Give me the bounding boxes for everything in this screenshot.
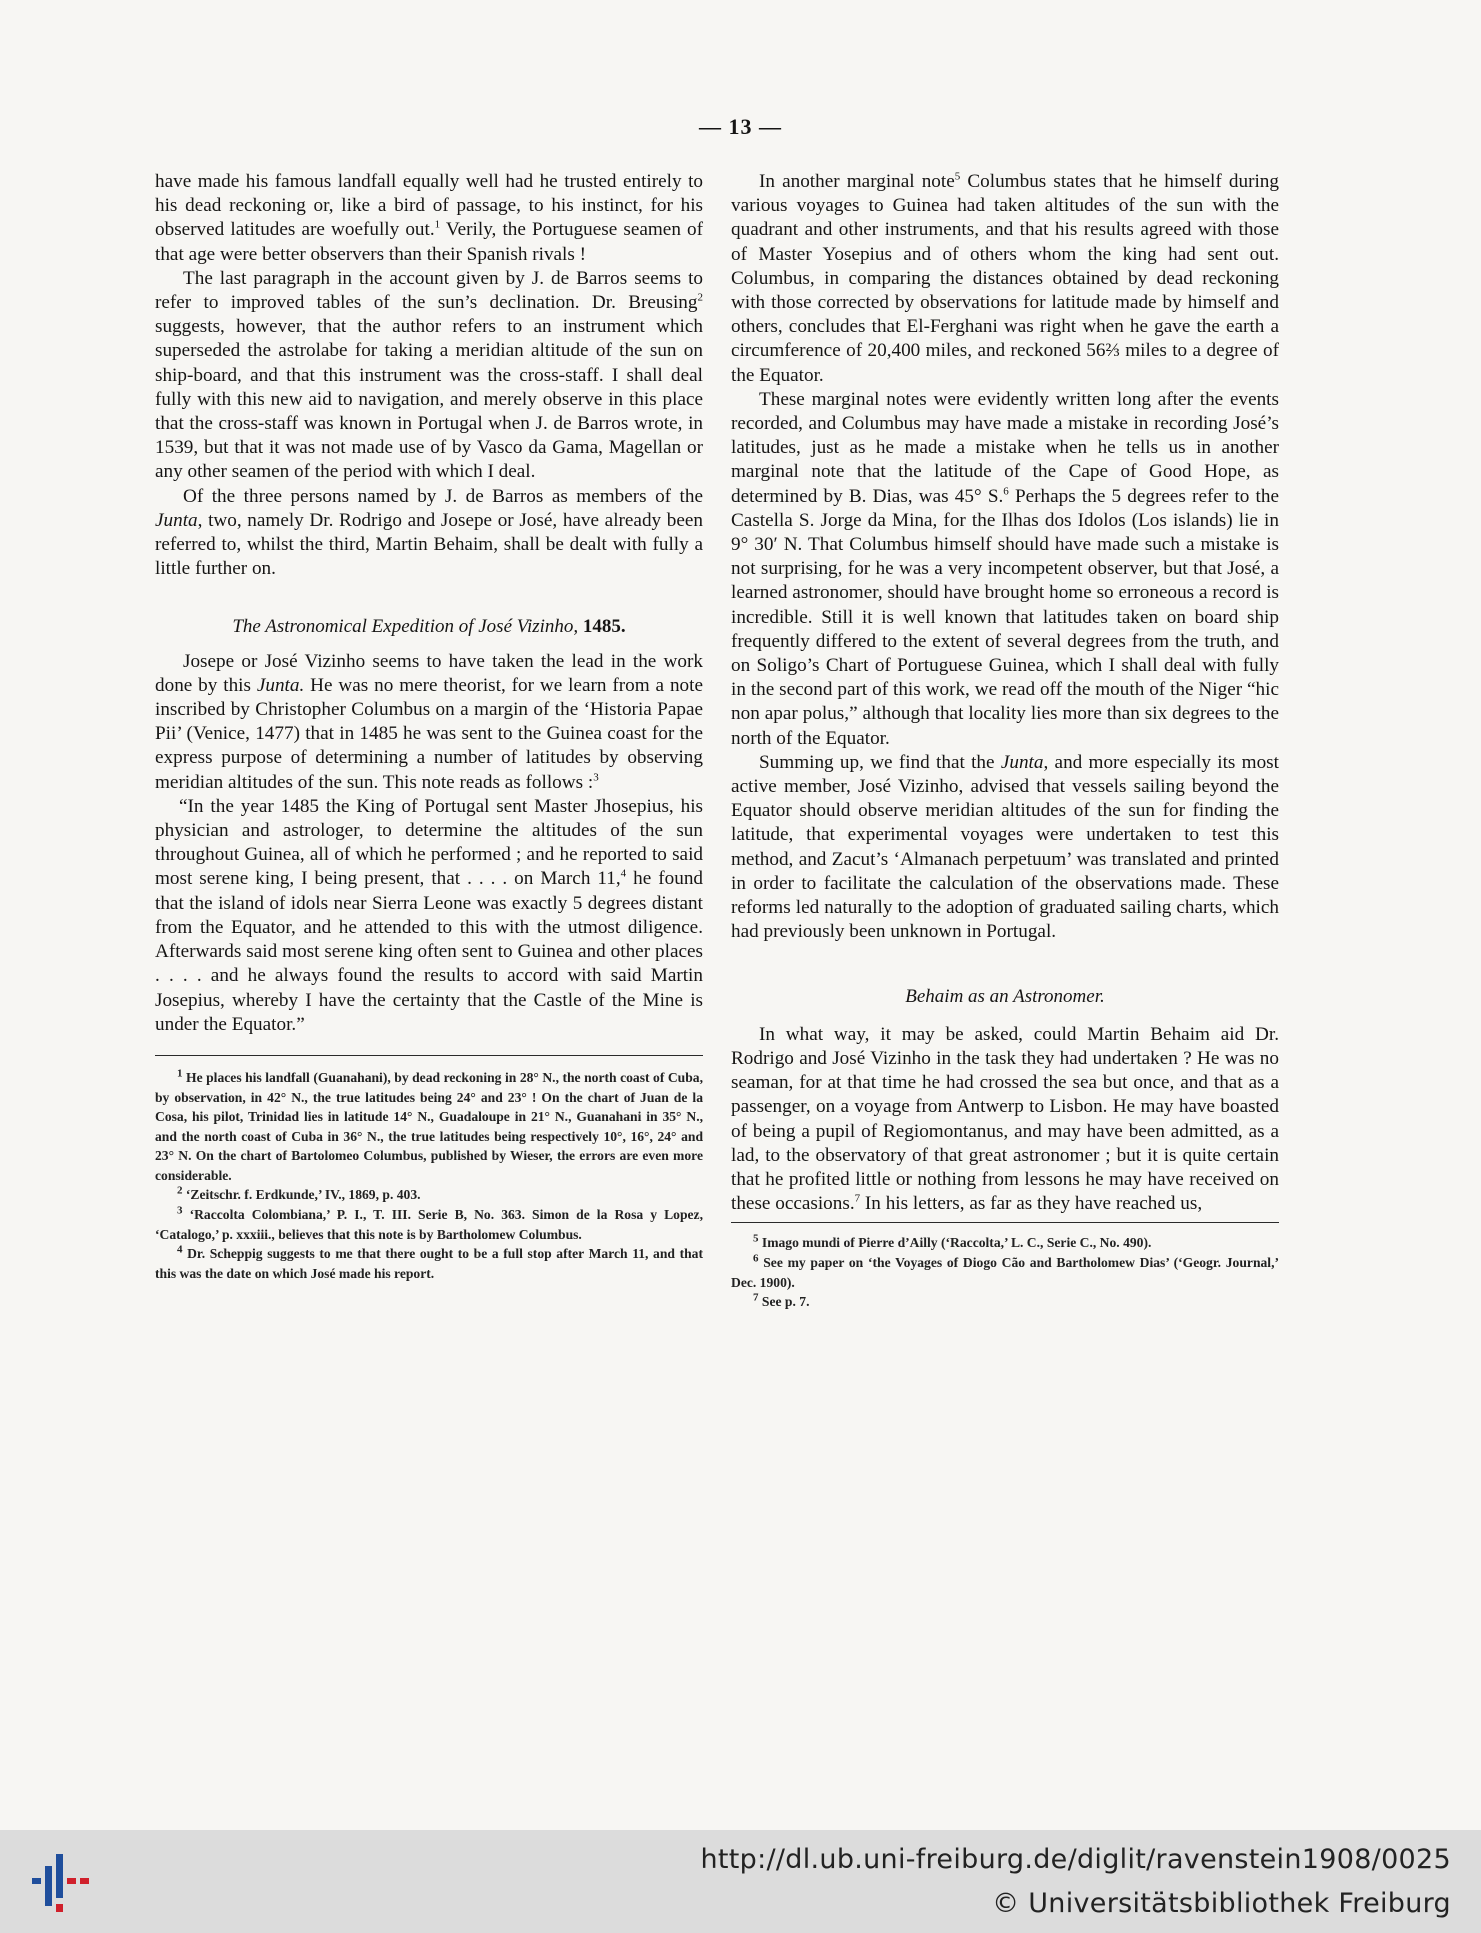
text-run-italic: Junta (155, 509, 198, 531)
footnote-divider (731, 1222, 1279, 1223)
text-run: Josepe or José Vizinho seems to have taken the lead in the work done by this (155, 650, 703, 696)
text-run-italic: Junta (1000, 751, 1044, 773)
left-paragraph-1 (155, 170, 703, 267)
left-quotation (155, 795, 703, 1037)
heading-text: The Astronomical Expedition of José Vizinho, (232, 616, 579, 638)
left-footnotes (155, 1068, 703, 1284)
right-paragraph-2 (731, 388, 1279, 751)
footnote-number: 3 (177, 1204, 183, 1217)
text-run: Columbus states that he himself during various voyages to Guinea had taken altitudes of the sun with the quadrant and other instruments, and that his results agreed with those of Master Yosepius and of others whom the king had sent out. Columbus, in comparing the distances obtained by dead reckoning with those corrected by observations for latitude made by himself and others, concludes that El-Ferghani was right when he gave the earth a circumference of 20,400 miles, and reckoned 56⅔ miles to a degree of the Equator. (731, 171, 1279, 386)
text-run: Verily, the Portuguese seamen of that age were better observers than their Spanish rivals ! (155, 219, 704, 265)
footnote-text: See my paper on ‘the Voyages of Diogo Cão and Bartholomew Dias’ (‘Geogr. Journal,’ Dec. 1900). (731, 1254, 1279, 1290)
text-run: The last paragraph in the account given by J. de Barros seems to refer to improved tables of the sun’s declination. Dr. Breusing (155, 267, 703, 314)
heading-year: 1485. (582, 616, 626, 638)
footnote-1 (155, 1068, 703, 1186)
footnote-divider (155, 1055, 703, 1056)
text-run: have made his famous landfall equally well had he trusted entirely to his dead reckoning or, like a bird of passage, to his instinct, for his observed latitudes are woefully out. (155, 171, 703, 241)
left-paragraph-4 (155, 650, 703, 795)
right-paragraph-1 (731, 170, 1279, 388)
text-run: he found that the island of idols near Sierra Leone was exactly 5 degrees distant from the Equator, and he attended to this with the utmost diligence. Afterwards said most serene king often sent to Guinea and other places . . . . and he always found the results to accord with said Martin Josepius, whereby I have the certainty that the Castle of the Mine is under the Equator.” (155, 868, 704, 1035)
copyright-notice: © Universitätsbibliothek Freiburg (992, 1888, 1451, 1919)
footnote-3 (155, 1205, 703, 1244)
right-footnotes (731, 1233, 1279, 1311)
text-run: “In the year 1485 the King of Portugal sent Master Jhosepius, his physician and astrologer, to determine the altitudes of the sun throughout Guinea, all of which he performed ; and he reported to said most serene king, I being present, that . . . . on March 11, (155, 795, 703, 890)
footnote-number: 7 (753, 1291, 759, 1304)
footnote-6 (731, 1253, 1279, 1292)
section-heading-behaim: Behaim as an Astronomer. (905, 985, 1105, 1007)
text-run: These marginal notes were evidently written long after the events recorded, and Columbus may have made a mistake in recording José’s latitudes, just as he made a mistake when he tells us in another marginal note that the latitude of the Cape of Good Hope, as determined by B. Dias, was 45° S. (731, 388, 1279, 507)
footnote-2 (155, 1185, 703, 1205)
text-run: In another marginal note (759, 171, 955, 192)
text-run: He was no mere theorist, for we learn from a note inscribed by Christopher Columbus on a margin of the ‘Historia Papae Pii’ (Venice, 1477) that in 1485 he was sent to the Guinea coast for the express purpose of determining a number of latitudes by observing meridian altitudes of the sun. This note reads as follows : (155, 674, 703, 793)
right-paragraph-4 (731, 1023, 1279, 1217)
right-column (731, 170, 1279, 1312)
source-url-link[interactable]: http://dl.ub.uni-freiburg.de/diglit/ravenstein1908/0025 (700, 1844, 1451, 1875)
footnote-ref: 5 (954, 170, 961, 183)
footnote-ref: 4 (620, 868, 627, 881)
footnote-text: He places his landfall (Guanahani), by dead reckoning in 28° N., the north coast of Cuba, by observation, in 42° N., the true latitudes being 24° and 23° ! On the chart of Juan de la Cosa, his pilot, Trinidad lies in latitude 14° N., Guadaloupe in 21° N., Guanahani in 35° N., and the north coast of Cuba in 36° N., the true latitudes being respectively 10°, 16°, 24° and 23° N. On the chart of Bartolomeo Columbus, published by Wieser, the errors are even more considerable. (155, 1069, 703, 1183)
library-footer (0, 1830, 1481, 1933)
footnote-5 (731, 1233, 1279, 1253)
footnote-number: 6 (753, 1252, 759, 1265)
footnote-text: See p. 7. (758, 1294, 810, 1310)
footnote-text: ‘Zeitschr. f. Erdkunde,’ IV., 1869, p. 403. (182, 1187, 421, 1203)
footnote-text: ‘Raccolta Colombiana,’ P. I., T. III. Serie B, No. 363. Simon de la Rosa y Lopez, ‘Catalogo,’ p. xxxiii., believes that this note is by Bartholomew Columbus. (155, 1207, 703, 1242)
footnote-ref: 6 (1003, 485, 1009, 498)
footnote-number: 1 (177, 1067, 183, 1080)
footnote-number: 2 (177, 1184, 183, 1197)
footnote-ref: 7 (854, 1192, 861, 1205)
ub-freiburg-logo-icon (30, 1852, 92, 1914)
text-run: Of the three persons named by J. de Barros as members of the (183, 485, 703, 507)
footnote-ref: 2 (697, 291, 703, 304)
text-run: suggests, however, that the author refers to an instrument which superseded the astrolabe for taking a meridian altitude of the sun on ship-board, and that this instrument was the cross-staff. I shall deal fully with this new aid to navigation, and merely observe in this place that the cross-staff was known in Portugal when J. de Barros wrote, in 1539, but that it was not made use of by Vasco da Gama, Magellan or any other seamen of the period with which I deal. (155, 316, 703, 483)
right-paragraph-3 (731, 751, 1279, 945)
left-paragraph-3 (155, 485, 703, 582)
left-paragraph-2 (155, 267, 703, 485)
text-run: Summing up, we find that the (759, 751, 1001, 773)
text-run: In what way, it may be asked, could Martin Behaim aid Dr. Rodrigo and José Vizinho in the task they had undertaken ? He was no seaman, for at that time he had crossed the sea but once, and that as a passenger, on a voyage from Antwerp to Lisbon. He may have boasted of being a pupil of Regiomontanus, and may have been admitted, as a lad, to the observatory of that great astronomer ; but it is quite certain that he profited little or nothing from lessons he may have received on these occasions. (731, 1023, 1279, 1215)
page-number: — 13 — (699, 114, 782, 139)
footnote-number: 4 (177, 1243, 183, 1256)
footnote-text: Dr. Scheppig suggests to me that there ought to be a full stop after March 11, and that this was the date on which José made his report. (155, 1246, 703, 1281)
footnote-4 (155, 1244, 703, 1283)
text-run: Perhaps the 5 degrees refer to the Castella S. Jorge da Mina, for the Ilhas dos Idolos (Los islands) lie in 9° 30′ N. That Columbus himself should have made such a mistake is not surprising, for he was a very incompetent observer, but that José, a learned astronomer, should have brought home so erroneous a record is incredible. Still it is well known that latitudes taken on board ship frequently differed to the extent of several degrees from the truth, and on Soligo’s Chart of Portuguese Guinea, which I shall deal with fully in the second part of this work, we read off the mouth of the Niger “hic non apar polus,” although that locality lies more than six degrees to the north of the Equator. (731, 485, 1279, 749)
text-run: In his letters, as far as they have reached us, (860, 1193, 1203, 1215)
text-run-italic: Junta. (256, 674, 305, 696)
text-run: , two, namely Dr. Rodrigo and Josepe or José, have already been referred to, whilst the third, Martin Behaim, shall be dealt with fully a little further on. (155, 509, 703, 580)
footnote-ref: 3 (593, 771, 599, 784)
footnote-ref: 1 (434, 219, 441, 232)
footnote-7 (731, 1292, 1279, 1312)
left-column (155, 170, 703, 1283)
footnote-number: 5 (753, 1232, 759, 1245)
text-run: , and more especially its most active member, José Vizinho, advised that vessels sailing beyond the Equator should observe meridian altitudes of the sun for finding the latitude, that experimental voyages were undertaken to test this method, and Zacut’s ‘Almanach perpetuum’ was translated and printed in order to facilitate the calculation of the observations made. These reforms led naturally to the adoption of graduated sailing charts, which had previously been unknown in Portugal. (731, 751, 1279, 943)
footnote-text: Imago mundi of Pierre d’Ailly (‘Raccolta,’ L. C., Serie C., No. 490). (758, 1235, 1152, 1251)
section-heading-expedition (155, 615, 703, 639)
